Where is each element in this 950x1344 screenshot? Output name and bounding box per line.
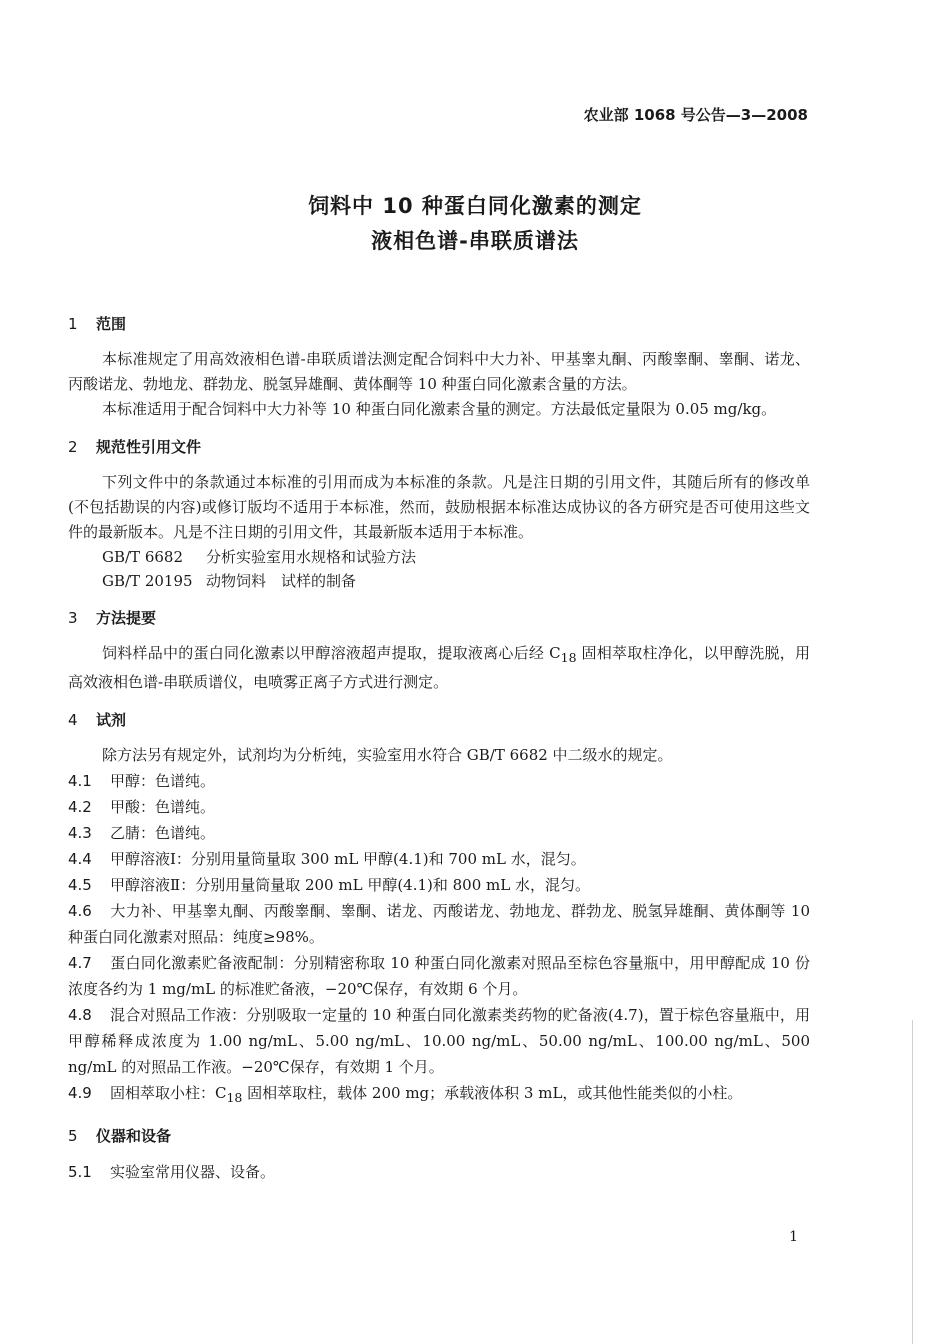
section-title: 方法提要 — [96, 609, 157, 627]
item-text: 蛋白同化激素贮备液配制：分别精密称取 10 种蛋白同化激素对照品至棕色容量瓶中，用甲醇配成 10 份浓度各约为 1 mg/mL 的标准贮备液，−20℃保存，有效期 6 个月。 — [68, 954, 810, 998]
item-number: 4.9 — [68, 1084, 92, 1102]
method-principle-paragraph — [68, 641, 810, 695]
item-number: 4.5 — [68, 876, 92, 894]
item-text-part-1: 固相萃取小柱：C — [110, 1084, 227, 1102]
section-number: 5 — [68, 1127, 78, 1145]
reagent-item — [68, 950, 810, 1002]
section-number: 2 — [68, 438, 78, 456]
item-text: 甲酸：色谱纯。 — [110, 798, 216, 816]
reagent-item — [68, 1002, 810, 1080]
reagent-item — [68, 898, 810, 950]
c18-subscript: 18 — [226, 1090, 243, 1105]
scan-edge-line — [912, 1020, 913, 1344]
method-text-part-2: 固相萃取柱净化，以甲醇洗脱，用高效液相色谱-串联质谱仪，电喷雾正离子方式进行测定。 — [68, 644, 810, 691]
item-text: 大力补、甲基睾丸酮、丙酸睾酮、睾酮、诺龙、丙酸诺龙、勃地龙、群勃龙、脱氢异雄酮、黄体酮等 10 种蛋白同化激素对照品：纯度≥98%。 — [68, 902, 810, 946]
scope-paragraph-2: 本标准适用于配合饲料中大力补等 10 种蛋白同化激素含量的测定。方法最低定量限为 0.05 mg/kg。 — [102, 400, 777, 418]
section-heading-method-principle — [68, 606, 810, 631]
scope-paragraph-1: 本标准规定了用高效液相色谱-串联质谱法测定配合饲料中大力补、甲基睾丸酮、丙酸睾酮、睾酮、诺龙、丙酸诺龙、勃地龙、群勃龙、脱氢异雄酮、黄体酮等 10 种蛋白同化激素含量的方法。 — [68, 350, 810, 393]
page-number: 1 — [789, 1229, 798, 1245]
section-heading-normative-references — [68, 435, 810, 460]
method-text-part-1: 饲料样品中的蛋白同化激素以甲醇溶液超声提取，提取液离心后经 C — [102, 644, 561, 662]
reference-code: GB/T 6682 — [102, 548, 184, 566]
reagent-item — [68, 1080, 810, 1111]
reference-item — [68, 569, 810, 593]
item-text: 乙腈：色谱纯。 — [110, 824, 216, 842]
reagent-item — [68, 846, 810, 872]
item-text-part-2: 固相萃取柱，载体 200 mg；承载液体积 3 mL，或其他性能类似的小柱。 — [242, 1084, 743, 1102]
reagent-item — [68, 768, 810, 794]
item-text: 甲醇溶液Ⅰ：分别用量筒量取 300 mL 甲醇(4.1)和 700 mL 水，混匀。 — [110, 850, 586, 868]
item-text: 甲醇溶液Ⅱ：分别用量筒量取 200 mL 甲醇(4.1)和 800 mL 水，混匀。 — [110, 876, 590, 894]
item-number: 4.6 — [68, 902, 92, 920]
item-number: 5.1 — [68, 1163, 92, 1181]
section-heading-reagents — [68, 708, 810, 733]
reference-item — [68, 545, 810, 569]
reagent-item — [68, 820, 810, 846]
reference-code: GB/T 20195 — [102, 572, 193, 590]
reference-title: 分析实验室用水规格和试验方法 — [206, 548, 417, 566]
document-title: 饲料中 10 种蛋白同化激素的测定 — [308, 194, 642, 218]
item-text: 混合对照品工作液：分别吸取一定量的 10 种蛋白同化激素类药物的贮备液(4.7)，置于棕色容量瓶中，用甲醇稀释成浓度为 1.00 ng/mL、5.00 ng/mL、10.00 ng/mL、50.00 ng/mL、100.00 ng/mL、500 ng/mL 的对照品工作液。−20℃保存，有效期 1 个月。 — [68, 1006, 810, 1076]
item-number: 4.1 — [68, 772, 92, 790]
section-number: 1 — [68, 315, 78, 333]
item-number: 4.4 — [68, 850, 92, 868]
section-title: 仪器和设备 — [96, 1127, 172, 1145]
section-number: 4 — [68, 711, 78, 729]
apparatus-item — [68, 1159, 810, 1185]
section-title: 试剂 — [96, 711, 127, 729]
document-body — [68, 312, 810, 1185]
section-title: 规范性引用文件 — [96, 438, 202, 456]
section-heading-scope — [68, 312, 810, 337]
references-paragraph: 下列文件中的条款通过本标准的引用而成为本标准的条款。凡是注日期的引用文件，其随后所有的修改单(不包括勘误的内容)或修订版均不适用于本标准，然而，鼓励根据本标准达成协议的各方研究是否可使用这些文件的最新版本。凡是不注日期的引用文件，其最新版本适用于本标准。 — [68, 473, 810, 541]
c18-subscript: 18 — [560, 650, 577, 665]
item-number: 4.3 — [68, 824, 92, 842]
item-number: 4.7 — [68, 954, 92, 972]
reference-title: 动物饲料 试样的制备 — [206, 572, 357, 590]
reagent-item — [68, 872, 810, 898]
standard-code: 农业部 1068 号公告—3—2008 — [583, 106, 808, 124]
item-text: 甲醇：色谱纯。 — [110, 772, 216, 790]
section-heading-apparatus — [68, 1124, 810, 1149]
section-title: 范围 — [96, 315, 127, 333]
reagent-item — [68, 794, 810, 820]
document-subtitle: 液相色谱-串联质谱法 — [371, 229, 579, 253]
item-text: 实验室常用仪器、设备。 — [110, 1163, 276, 1181]
item-number: 4.2 — [68, 798, 92, 816]
reagents-intro: 除方法另有规定外，试剂均为分析纯，实验室用水符合 GB/T 6682 中二级水的规定。 — [102, 746, 673, 764]
item-number: 4.8 — [68, 1006, 92, 1024]
section-number: 3 — [68, 609, 78, 627]
